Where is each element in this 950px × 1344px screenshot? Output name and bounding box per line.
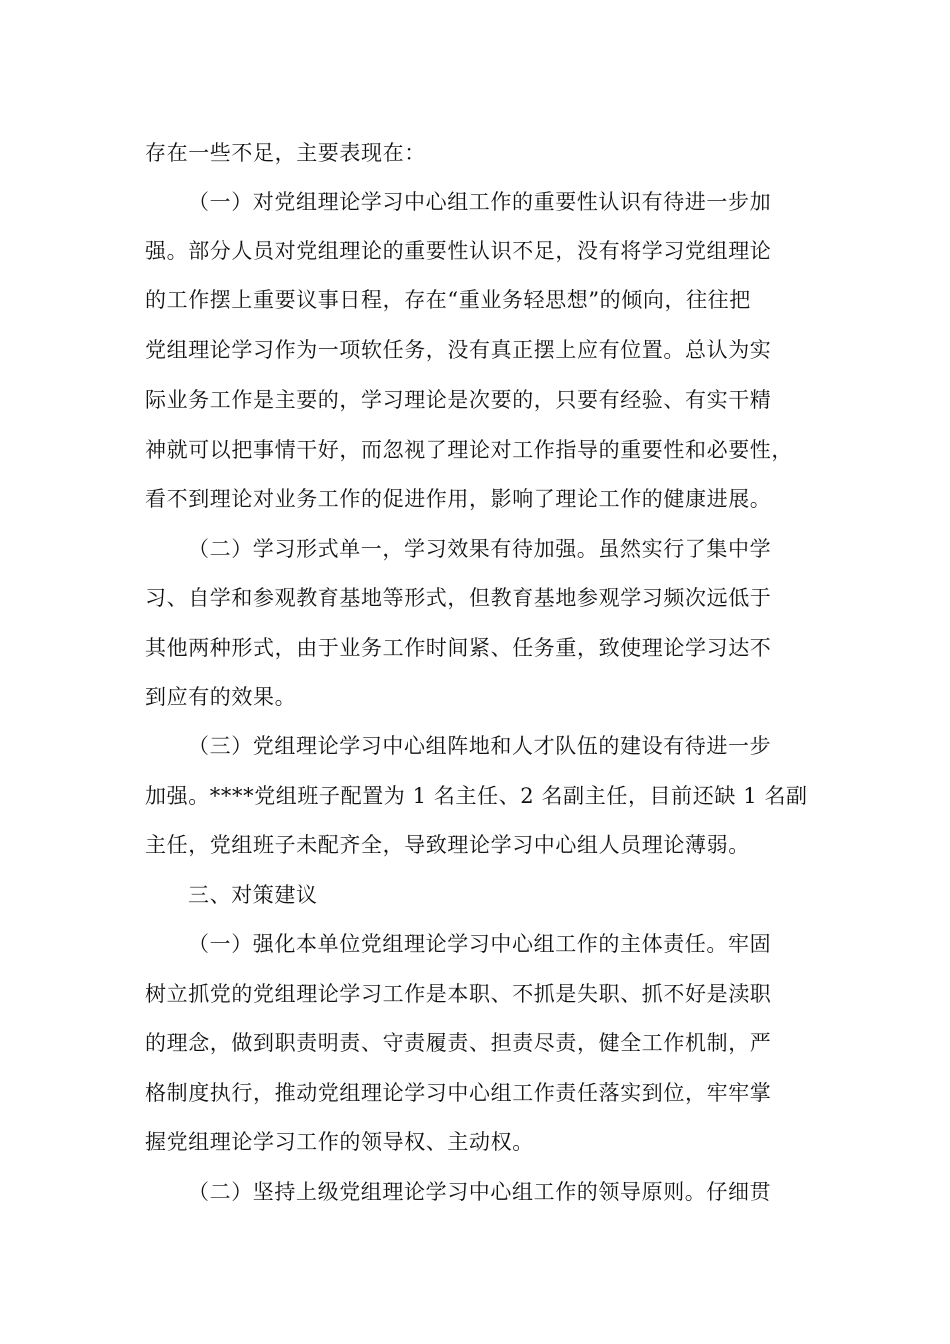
section-heading: 三、对策建议 xyxy=(188,883,318,907)
paragraph-line: 主任，党组班子未配齐全，导致理论学习中心组人员理论薄弱。 xyxy=(145,833,750,857)
paragraph-line: 格制度执行，推动党组理论学习中心组工作责任落实到位，牢牢掌 xyxy=(145,1081,772,1105)
paragraph-line: 际业务工作是主要的，学习理论是次要的，只要有经验、有实干精 xyxy=(145,388,772,412)
paragraph-line: 其他两种形式，由于业务工作时间紧、任务重，致使理论学习达不 xyxy=(145,636,772,660)
paragraph-line: 习、自学和参观教育基地等形式，但教育基地参观学习频次远低于 xyxy=(145,586,772,610)
paragraph-line: 神就可以把事情干好，而忽视了理论对工作指导的重要性和必要性， xyxy=(145,438,793,462)
paragraph-line: 到应有的效果。 xyxy=(145,685,297,709)
paragraph-line: 强。部分人员对党组理论的重要性认识不足，没有将学习党组理论 xyxy=(145,239,772,263)
paragraph-line: 握党组理论学习工作的领导权、主动权。 xyxy=(145,1130,534,1154)
subsection-heading-5: （二）坚持上级党组理论学习中心组工作的领导原则。仔细贯 xyxy=(188,1180,772,1204)
subsection-heading-4: （一）强化本单位党组理论学习中心组工作的主体责任。牢固 xyxy=(188,932,772,956)
paragraph-line: 存在一些不足，主要表现在： xyxy=(145,141,426,165)
paragraph-line: 的理念，做到职责明责、守责履责、担责尽责，健全工作机制，严 xyxy=(145,1031,772,1055)
paragraph-line: 树立抓党的党组理论学习工作是本职、不抓是失职、抓不好是渎职 xyxy=(145,982,772,1006)
subsection-heading-1: （一）对党组理论学习中心组工作的重要性认识有待进一步加 xyxy=(188,190,772,214)
paragraph-line: 党组理论学习作为一项软任务，没有真正摆上应有位置。总认为实 xyxy=(145,338,772,362)
paragraph-line: 的工作摆上重要议事日程，存在“重业务轻思想”的倾向，往往把 xyxy=(145,288,751,312)
subsection-heading-3: （三）党组理论学习中心组阵地和人才队伍的建设有待进一步 xyxy=(188,734,772,758)
subsection-heading-2: （二）学习形式单一，学习效果有待加强。虽然实行了集中学 xyxy=(188,537,772,561)
paragraph-line: 看不到理论对业务工作的促进作用，影响了理论工作的健康进展。 xyxy=(145,487,772,511)
paragraph-line: 加强。****党组班子配置为 1 名主任、2 名副主任，目前还缺 1 名副 xyxy=(145,784,808,808)
